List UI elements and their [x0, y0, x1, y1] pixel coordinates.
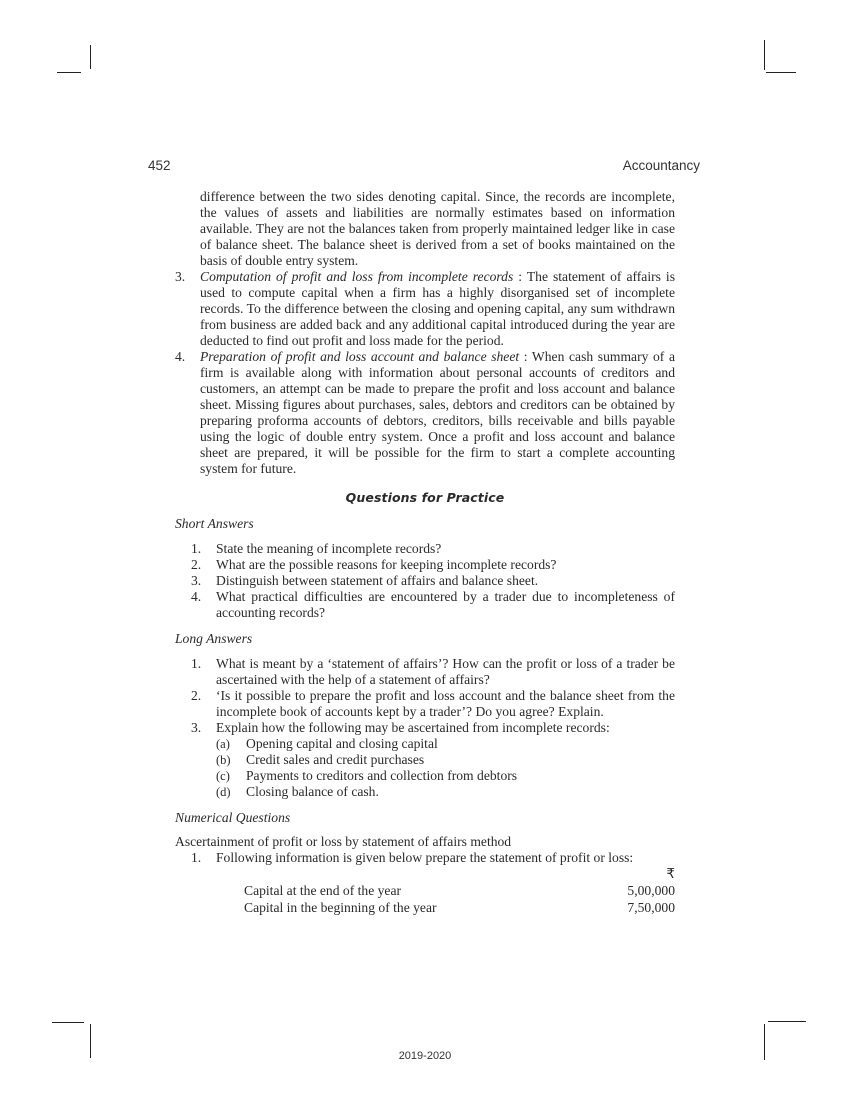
crop-mark-top-left-h: [57, 72, 81, 73]
crop-mark-top-right-v: [764, 40, 765, 70]
list-item: [175, 656, 675, 688]
running-header-title: Accountancy: [622, 158, 700, 173]
short-answers-heading: Short Answers: [175, 516, 254, 531]
numerical-question-1: [175, 850, 675, 866]
list-item: [175, 688, 675, 720]
practice-heading: Questions for Practice: [345, 490, 505, 505]
crop-mark-bottom-right-h: [768, 1021, 806, 1022]
item-text: What are the possible reasons for keeping incomplete records?: [216, 557, 557, 572]
option-text: Opening capital and closing capital: [246, 736, 438, 751]
rupee-symbol: ₹: [666, 866, 675, 881]
item-number: 2.: [191, 688, 202, 703]
point-text: : When cash summary of a firm is available along with information about personal accounts of creditors and customers, an attempt can be made to prepare the profit and loss account and balance sheet. Missing figures about purchases, sales, debtors and creditors can be obtained by preparing proforma accounts of debtors, creditors, bills receivable and bills payable using the logic of double entry system. Once a profit and loss account and balance sheet are prepared, it will be possible for the firm to start a complete accounting system for future.: [200, 349, 675, 476]
item-number: 1.: [191, 850, 202, 865]
crop-mark-bottom-left-h: [52, 1022, 84, 1023]
sub-option: [175, 784, 675, 800]
numerical-heading: Numerical Questions: [175, 810, 291, 825]
point-number: 4.: [175, 349, 186, 364]
item-text: Distinguish between statement of affairs and balance sheet.: [216, 573, 539, 588]
option-text: Payments to creditors and collection from debtors: [246, 768, 518, 783]
table-row: [175, 883, 675, 900]
intro-paragraph: difference between the two sides denoting capital. Since, the records are incomplete, the values of assets and liabilities are normally estimates based on information available. They are not the balances taken from properly maintained ledger like in case of balance sheet. The balance sheet is derived from a set of books maintained on the basis of double entry system.: [200, 189, 675, 268]
item-text: What practical difficulties are encountered by a trader due to incompleteness of accounting records?: [216, 589, 675, 620]
table-row: [175, 900, 675, 917]
long-answers-heading: Long Answers: [175, 631, 253, 646]
list-item: [175, 589, 675, 621]
item-text: What is meant by a ‘statement of affairs’? How can the profit or loss of a trader be ascertained with the help of a statement of affairs?: [216, 656, 675, 687]
list-item: [175, 573, 675, 589]
item-text: Explain how the following may be ascertained from incomplete records:: [216, 720, 610, 735]
footer-year: 2019-2020: [398, 1050, 452, 1062]
row-amount: 7,50,000: [627, 900, 675, 915]
sub-option: [175, 736, 675, 752]
row-label: Capital at the end of the year: [244, 883, 402, 898]
option-letter: (c): [216, 769, 230, 783]
sub-option: [175, 752, 675, 768]
item-text: State the meaning of incomplete records?: [216, 541, 442, 556]
option-letter: (b): [216, 753, 231, 767]
short-answers-list: [175, 541, 675, 621]
item-number: 2.: [191, 557, 202, 572]
item-text: ‘Is it possible to prepare the profit and loss account and the balance sheet from the incomplete book of accounts kept by a trader’? Do you agree? Explain.: [216, 688, 675, 719]
item-number: 3.: [191, 720, 202, 735]
list-item: [175, 541, 675, 557]
point-4: [175, 349, 675, 477]
row-amount: 5,00,000: [627, 883, 675, 898]
list-item: [175, 557, 675, 573]
row-label: Capital in the beginning of the year: [244, 900, 437, 915]
crop-mark-top-right-h: [766, 72, 796, 73]
option-text: Closing balance of cash.: [246, 784, 379, 799]
point-lead: Preparation of profit and loss account and balance sheet: [200, 349, 520, 364]
item-number: 3.: [191, 573, 202, 588]
option-text: Credit sales and credit purchases: [246, 752, 425, 767]
item-number: 1.: [191, 541, 202, 556]
page-body: [175, 189, 675, 917]
sub-option: [175, 768, 675, 784]
item-text: Following information is given below prepare the statement of profit or loss:: [216, 850, 634, 865]
option-letter: (d): [216, 785, 231, 799]
crop-mark-top-left-v: [90, 45, 91, 69]
point-lead: Computation of profit and loss from incomplete records: [200, 269, 514, 284]
item-number: 4.: [191, 589, 202, 604]
page-number: 452: [148, 158, 171, 173]
method-line: Ascertainment of profit or loss by statement of affairs method: [175, 834, 512, 849]
point-number: 3.: [175, 269, 186, 284]
long-answers-list: [175, 656, 675, 800]
item-number: 1.: [191, 656, 202, 671]
option-letter: (a): [216, 737, 230, 751]
point-3: [175, 269, 675, 349]
list-item: [175, 720, 675, 736]
point-text: : The statement of affairs is used to compute capital when a firm has a highly disorganised set of incomplete records. To the difference between the closing and opening capital, any sum withdrawn from business are added back and any additional capital introduced during the year are deducted to find out profit and loss made for the period.: [200, 269, 675, 348]
